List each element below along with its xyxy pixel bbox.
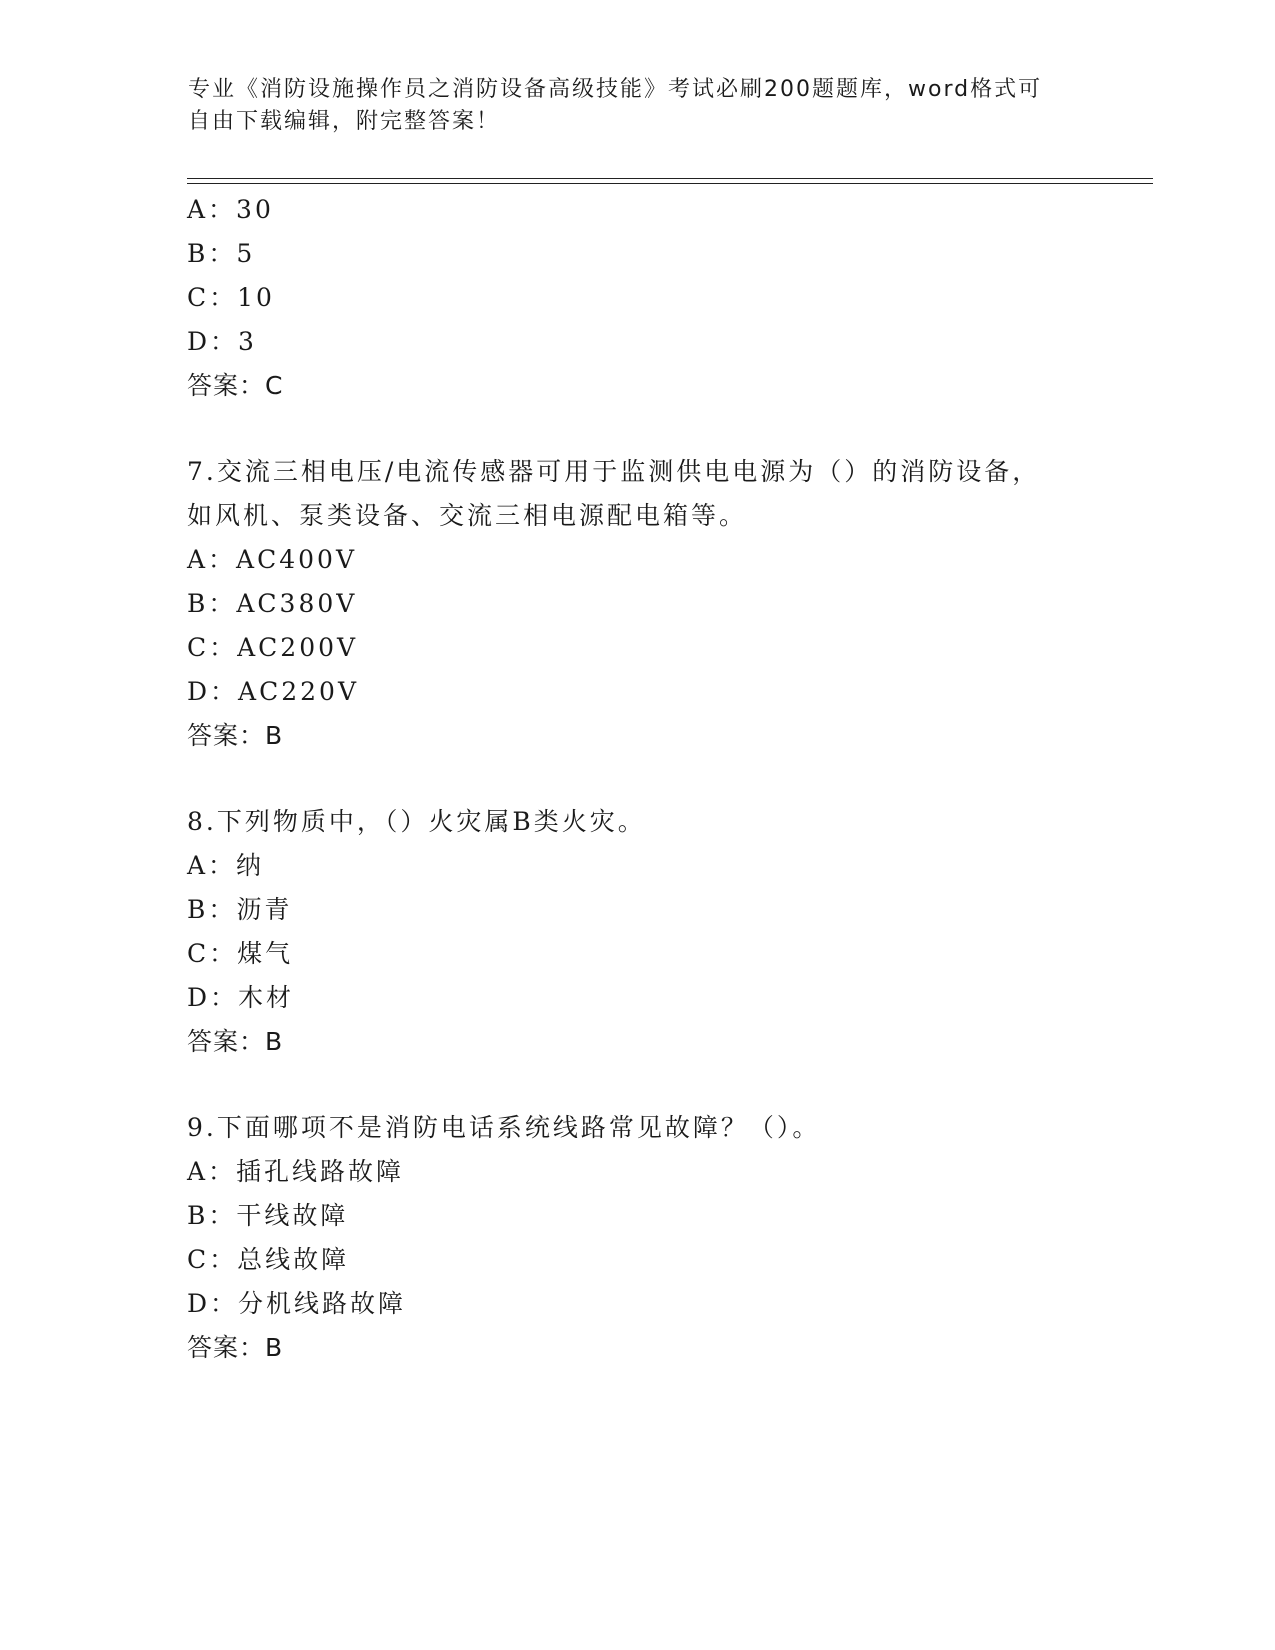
document-header [188,74,1088,138]
option-b: B：5 [187,239,256,268]
header-divider-bottom [187,183,1153,184]
question-7-option-c: C：AC200V [187,633,359,662]
question-9-option-c: C：总线故障 [187,1245,350,1274]
question-9-answer: 答案：B [187,1333,284,1362]
question-9-option-a: A：插孔线路故障 [187,1157,405,1186]
question-9-option-b: B：干线故障 [187,1201,349,1230]
header-line-2: 自由下载编辑，附完整答案！ [188,109,501,134]
option-c: C：10 [187,283,275,312]
question-8-option-d: D：木材 [187,983,295,1012]
question-7-answer: 答案：B [187,721,284,750]
question-8-answer: 答案：B [187,1027,284,1056]
option-a: A：30 [187,195,274,224]
question-9-option-d: D：分机线路故障 [187,1289,407,1318]
question-8-stem: 8.下列物质中，（）火灾属B类火灾。 [187,807,646,836]
question-7-option-a: A：AC400V [187,545,358,574]
question-9-stem: 9.下面哪项不是消防电话系统线路常见故障？（）。 [187,1113,821,1142]
option-d: D：3 [187,327,257,356]
question-7-stem-line-1: 7.交流三相电压/电流传感器可用于监测供电电源为（）的消防设备， [187,457,1041,486]
question-8-option-b: B：沥青 [187,895,293,924]
header-line-1: 专业《消防设施操作员之消防设备高级技能》考试必刷200题题库，word格式可 [188,77,1043,102]
question-8-option-a: A：纳 [187,851,265,880]
question-7-option-b: B：AC380V [187,589,358,618]
header-divider-top [187,178,1153,179]
question-8-option-c: C：煤气 [187,939,294,968]
answer-label: 答案：C [187,371,284,400]
question-7-option-d: D：AC220V [187,677,359,706]
question-7-stem-line-2: 如风机、泵类设备、交流三相电源配电箱等。 [187,501,748,530]
